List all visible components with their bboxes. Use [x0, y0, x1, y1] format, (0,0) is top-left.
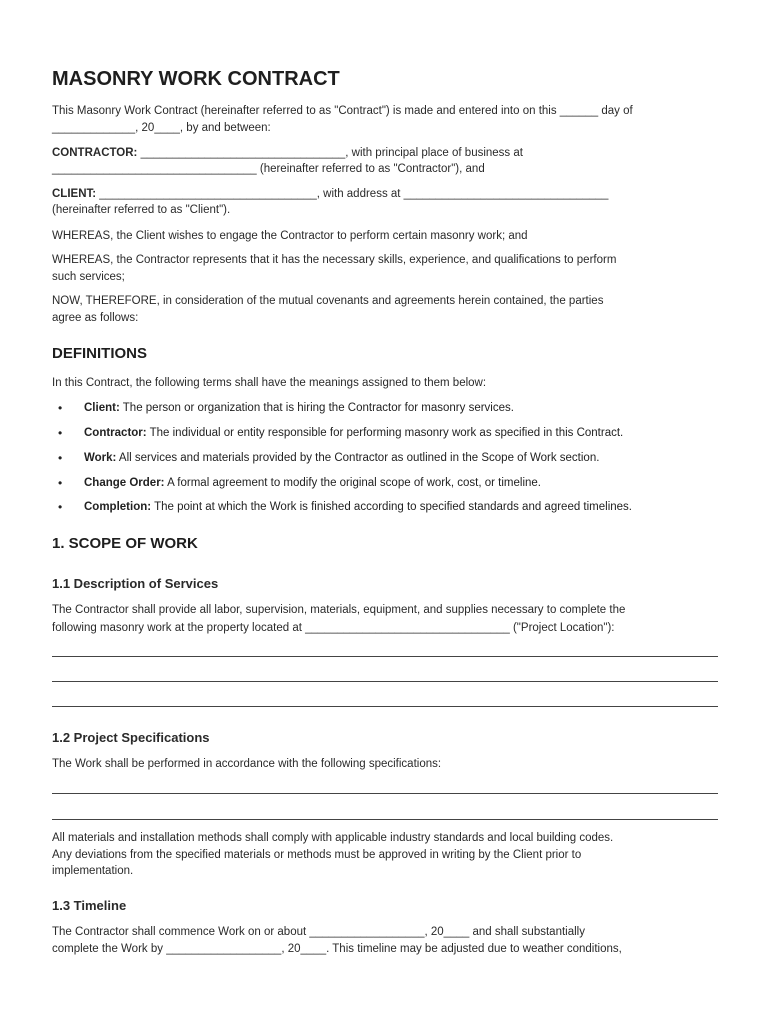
- blank-line: [52, 681, 718, 682]
- timeline-heading: 1.3 Timeline: [52, 898, 127, 913]
- contractor-line-1-text: ________________________________, with principal place of business at: [137, 147, 523, 159]
- timeline-line-2: complete the Work by __________________, 20____. This timeline may be adjusted due to weather conditions,: [52, 943, 622, 955]
- definition-text: A formal agreement to modify the original scope of work, cost, or timeline.: [164, 477, 541, 489]
- intro-line-2: _____________, 20____, by and between:: [52, 122, 271, 134]
- definition-term: Contractor:: [84, 427, 147, 439]
- now-therefore-line-2: agree as follows:: [52, 312, 139, 324]
- blank-line: [52, 819, 718, 820]
- description-of-services-heading: 1.1 Description of Services: [52, 576, 219, 591]
- bullet-icon: •: [58, 500, 63, 514]
- scope-heading: 1. SCOPE OF WORK: [52, 535, 198, 552]
- bullet-icon: •: [58, 451, 63, 465]
- client-line-1: [52, 186, 722, 203]
- definition-term: Client:: [84, 402, 120, 414]
- definitions-intro: In this Contract, the following terms shall have the meanings assigned to them below:: [52, 377, 487, 389]
- page-title: MASONRY WORK CONTRACT: [52, 68, 340, 90]
- bullet-icon: •: [58, 426, 63, 440]
- materials-line-1: All materials and installation methods shall comply with applicable industry standards and local building codes.: [52, 832, 614, 844]
- definition-text: All services and materials provided by the Contractor as outlined in the Scope of Work section.: [116, 452, 600, 464]
- definition-text: The point at which the Work is finished according to specified standards and agreed timelines.: [151, 501, 633, 513]
- materials-line-3: implementation.: [52, 865, 134, 877]
- definition-term: Change Order:: [84, 477, 165, 489]
- definition-term: Completion:: [84, 501, 152, 513]
- blank-line: [52, 656, 718, 657]
- client-line-2: (hereinafter referred to as "Client").: [52, 204, 231, 216]
- specifications-intro: The Work shall be performed in accordance with the following specifications:: [52, 758, 442, 770]
- now-therefore-line-1: NOW, THEREFORE, in consideration of the mutual covenants and agreements herein contained, the parties: [52, 295, 604, 307]
- description-line-2: following masonry work at the property located at ________________________________ ("Project Location"):: [52, 622, 615, 634]
- project-specifications-heading: 1.2 Project Specifications: [52, 730, 210, 745]
- definition-term: Work:: [84, 452, 117, 464]
- definition-text: The person or organization that is hiring the Contractor for masonry services.: [119, 402, 514, 414]
- bullet-icon: •: [58, 401, 63, 415]
- materials-line-2: Any deviations from the specified materials or methods must be approved in writing by the Client prior to: [52, 849, 582, 861]
- client-label: CLIENT:: [52, 188, 97, 200]
- blank-line: [52, 793, 718, 794]
- blank-line: [52, 706, 718, 707]
- definitions-heading: DEFINITIONS: [52, 345, 148, 362]
- whereas-clause-2-line-2: such services;: [52, 271, 125, 283]
- contractor-label: CONTRACTOR:: [52, 147, 138, 159]
- contractor-line-2: ________________________________ (hereinafter referred to as "Contractor"), and: [52, 163, 485, 175]
- whereas-clause-1: WHEREAS, the Client wishes to engage the Contractor to perform certain masonry work; and: [52, 230, 528, 242]
- contractor-line-1: [52, 145, 722, 162]
- client-line-1-text: __________________________________, with address at ________________________________: [96, 188, 609, 200]
- definition-text: The individual or entity responsible for performing masonry work as specified in this Contract.: [146, 427, 624, 439]
- whereas-clause-2-line-1: WHEREAS, the Contractor represents that it has the necessary skills, experience, and qualifications to perform: [52, 254, 617, 266]
- timeline-line-1: The Contractor shall commence Work on or about __________________, 20____ and shall substantially: [52, 926, 585, 938]
- intro-line-1: This Masonry Work Contract (hereinafter referred to as "Contract") is made and entered into on this ______ day of: [52, 105, 633, 117]
- description-line-1: The Contractor shall provide all labor, supervision, materials, equipment, and supplies necessary to complete the: [52, 604, 626, 616]
- bullet-icon: •: [58, 476, 63, 490]
